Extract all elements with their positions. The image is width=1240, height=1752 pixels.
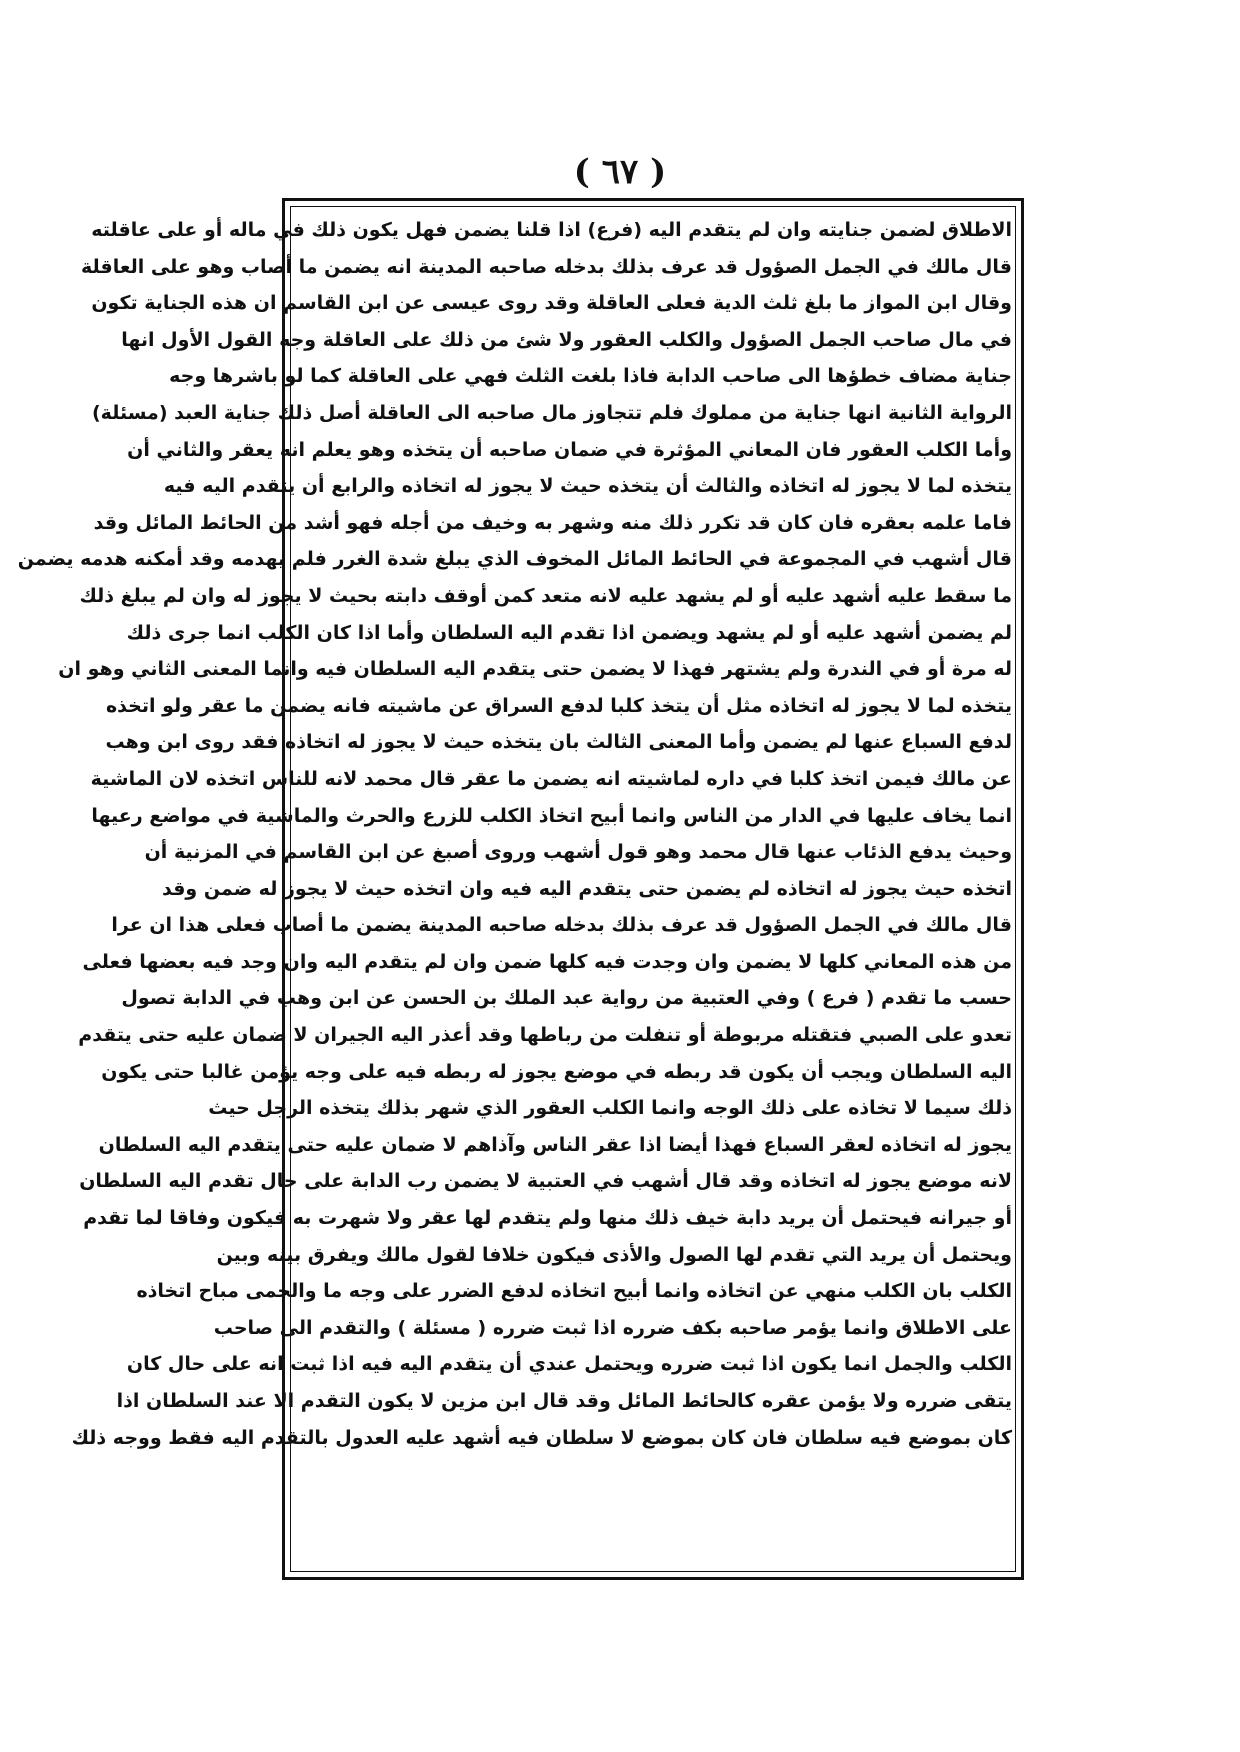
text-line: وأما الكلب العقور فان المعاني المؤثرة في ضمان صاحبه أن يتخذه وهو يعلم انه يعقر والثاني أن: [127, 438, 1012, 461]
text-line: تعدو على الصبي فتقتله مربوطة أو تنفلت من رباطها وقد أعذر اليه الجيران لا ضمان عليه حتى يتقدم: [78, 1024, 1012, 1047]
text-line: يتخذه لما لا يجوز له اتخاذه والثالث أن يتخذه حيث لا يجوز له اتخاذه والرابع أن يتقدم اليه فيه: [163, 475, 1012, 498]
text-line: يتخذه لما لا يجوز له اتخاذه مثل أن يتخذ كلبا لدفع السراق عن ماشيته فانه يضمن ما عقر ولو اتخذه: [105, 694, 1012, 717]
text-line: الكلب بان الكلب منهي عن اتخاذه وانما أبيح اتخاذه لدفع الضرر على وجه ما والحمى مباح اتخاذه: [136, 1280, 1012, 1303]
text-line: قال مالك في الجمل الصؤول قد عرف بذلك بدخله صاحبه المدينة يضمن ما أصاب فعلى هذا ان عرا: [111, 914, 1012, 937]
text-line: ويحتمل أن يريد التي تقدم لها الصول والأذى فيكون خلافا لقول مالك ويفرق بينه وبين: [216, 1243, 1012, 1266]
text-line: فاما علمه بعقره فان كان قد تكرر ذلك منه وشهر به وخيف من أجله فهو أشد من الحائط المائل وقد: [93, 511, 1012, 534]
page-number: ( ٦٧ ): [573, 152, 667, 192]
text-line: من هذه المعاني كلها لا يضمن وان وجدت فيه كلها ضمن وان لم يتقدم اليه وان وجد فيه بعضها فعلى: [82, 950, 1012, 973]
text-line: كان بموضع فيه سلطان فان كان بموضع لا سلطان فيه أشهد عليه العدول بالتقدم اليه فقط ووجه ذلك: [71, 1426, 1012, 1449]
text-line: لدفع السباع عنها لم يضمن وأما المعنى الثالث بان يتخذه حيث لا يجوز له اتخاذه فقد روى ابن وهب: [105, 731, 1012, 754]
text-line: ذلك سيما لا تخاذه على ذلك الوجه وانما الكلب العقور الذي شهر بذلك يتخذه الرجل حيث: [208, 1097, 1012, 1120]
body-text: [17, 212, 1012, 1568]
text-line: عن مالك فيمن اتخذ كلبا في داره لماشيته انه يضمن ما عقر قال محمد لانه للناس اتخذه لان الماشية: [90, 767, 1012, 790]
text-line: على الاطلاق وانما يؤمر صاحبه بكف ضرره اذا ثبت ضرره ( مسئلة ) والتقدم الى صاحب: [213, 1316, 1012, 1339]
text-line: قال أشهب في المجموعة في الحائط المائل المخوف الذي يبلغ شدة الغرر فلم يهدمه وقد أمكنه هدمه يضمن: [17, 548, 1012, 571]
text-line: جناية مضاف خطؤها الى صاحب الدابة فاذا بلغت الثلث فهي على العاقلة كما لو باشرها وجه: [169, 365, 1012, 388]
text-line: وحيث يدفع الذئاب عنها قال محمد وهو قول أشهب وروى أصبغ عن ابن القاسم في المزنية أن: [144, 841, 1012, 864]
text-line: الاطلاق لضمن جنايته وان لم يتقدم اليه (فرع) اذا قلنا يضمن فهل يكون ذلك في ماله أو على عاقلته: [91, 219, 1012, 241]
text-line: انما يخاف عليها في الدار من الناس وانما أبيح اتخاذ الكلب للزرع والحرث والماشية في مواضع رعيها: [91, 804, 1012, 827]
text-line: يجوز له اتخاذه لعقر السباع فهذا أيضا اذا عقر الناس وآذاهم لا ضمان عليه حتى يتقدم اليه السلطان: [98, 1133, 1012, 1156]
text-line: أو جيرانه فيحتمل أن يريد دابة خيف ذلك منها ولم يتقدم لها عقر ولا شهرت به فيكون وفاقا لما تقدم: [83, 1207, 1012, 1230]
text-line: اليه السلطان ويجب أن يكون قد ربطه في موضع يجوز له ربطه فيه على وجه يؤمن غالبا حتى يكون: [101, 1060, 1012, 1083]
text-line: حسب ما تقدم ( فرع ) وفي العتبية من رواية عبد الملك بن الحسن عن ابن وهب في الدابة تصول: [121, 987, 1012, 1010]
text-line: لانه موضع يجوز له اتخاذه وقد قال أشهب في العتبية لا يضمن رب الدابة على حال تقدم اليه السلطان: [79, 1170, 1012, 1193]
text-line: اتخذه حيث يجوز له اتخاذه لم يضمن حتى يتقدم اليه فيه وان اتخذه حيث لا يجوز له ضمن وقد: [162, 877, 1012, 900]
text-line: الكلب والجمل انما يكون اذا ثبت ضرره ويحتمل عندي أن يتقدم اليه فيه اذا ثبت انه على حال كان: [126, 1353, 1012, 1376]
text-line: في مال صاحب الجمل الصؤول والكلب العقور ولا شئ من ذلك على العاقلة وجه القول الأول انها: [121, 328, 1012, 351]
text-line: لم يضمن أشهد عليه أو لم يشهد ويضمن اذا تقدم اليه السلطان وأما اذا كان الكلب انما جرى ذلك: [126, 621, 1012, 644]
text-line: قال مالك في الجمل الصؤول قد عرف بذلك بدخله صاحبه المدينة انه يضمن ما أصاب وهو على العاقلة: [81, 255, 1012, 278]
text-line: وقال ابن المواز ما بلغ ثلث الدية فعلى العاقلة وقد روى عيسى عن ابن القاسم ان هذه الجناية تكون: [91, 292, 1012, 315]
text-line: له مرة أو في الندرة ولم يشتهر فهذا لا يضمن حتى يتقدم اليه السلطان فيه وانما المعنى الثاني وهو ان: [58, 658, 1012, 681]
text-line: ما سقط عليه أشهد عليه أو لم يشهد عليه لانه متعد كمن أوقف دابته بحيث لا يجوز له وان لم يبلغ ذلك: [79, 584, 1012, 607]
text-line: يتقى ضرره ولا يؤمن عقره كالحائط المائل وقد قال ابن مزين لا يكون التقدم الا عند السلطان اذا: [116, 1390, 1012, 1412]
text-line: الرواية الثانية انها جناية من مملوك فلم تتجاوز مال صاحبه الى العاقلة أصل ذلك جناية العبد (مسئلة): [92, 401, 1012, 424]
